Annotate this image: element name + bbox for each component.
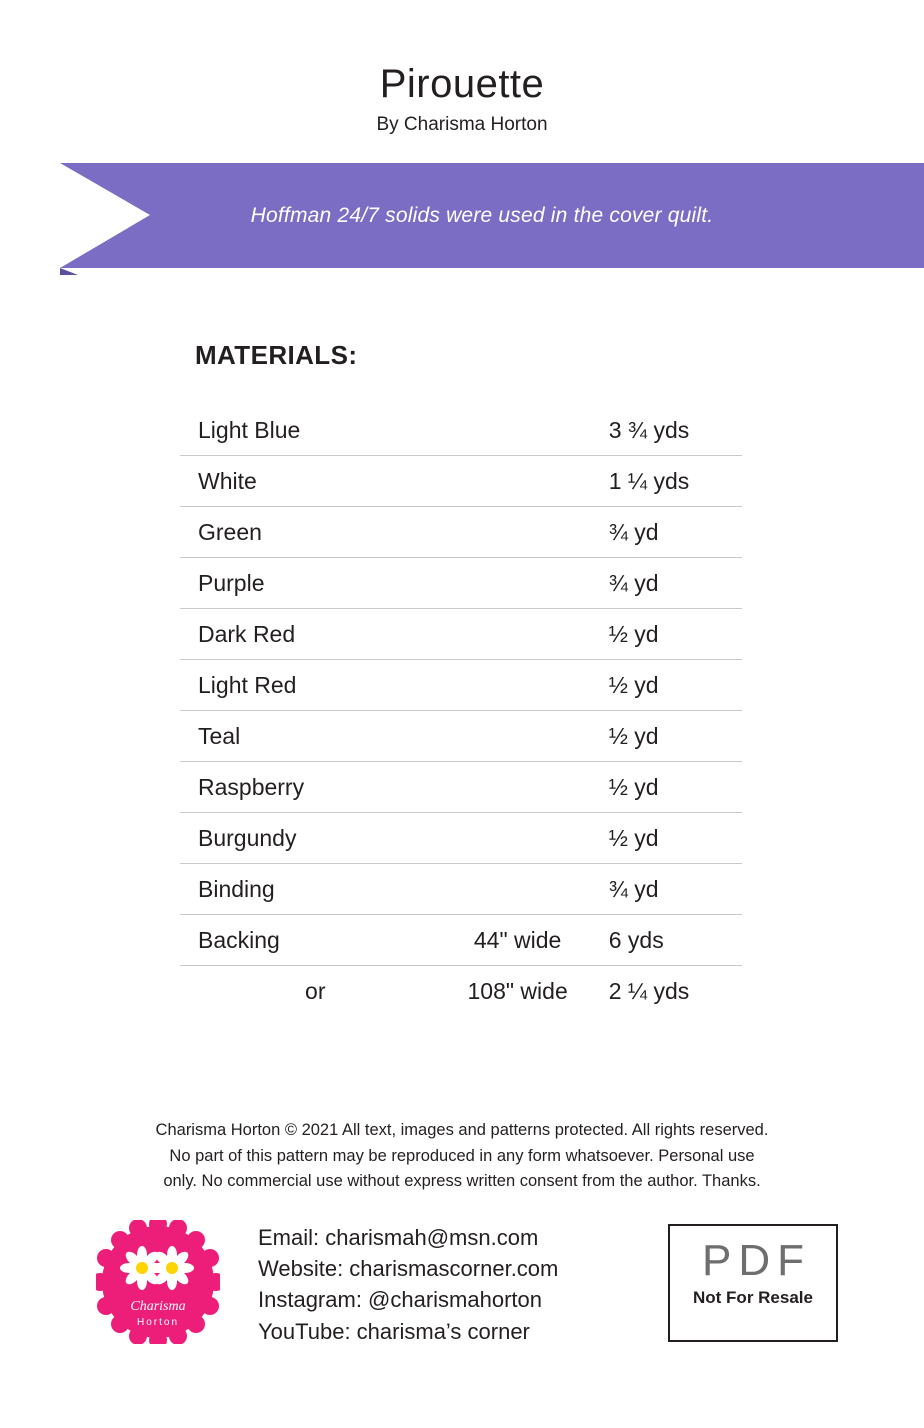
material-name: Light Blue <box>180 405 433 456</box>
material-name: Green <box>180 507 433 558</box>
material-name: Binding <box>180 864 433 915</box>
material-amount: ¾ yd <box>603 507 742 558</box>
ribbon-banner <box>0 163 924 275</box>
material-amount: ½ yd <box>603 660 742 711</box>
pdf-badge <box>668 1224 838 1342</box>
title-block <box>0 0 924 136</box>
material-width <box>433 609 603 660</box>
material-amount: ¾ yd <box>603 864 742 915</box>
alternate-amount: 2 ¼ yds <box>608 978 690 1004</box>
contact-youtube[interactable]: YouTube: charisma’s corner <box>258 1318 530 1344</box>
pdf-badge-subtitle: Not For Resale <box>693 1288 813 1307</box>
table-row <box>180 762 742 813</box>
table-row <box>180 864 742 915</box>
material-name: Raspberry <box>180 762 433 813</box>
material-width <box>433 813 603 864</box>
table-row <box>180 456 742 507</box>
contact-instagram[interactable]: Instagram: @charismahorton <box>258 1287 543 1313</box>
material-width <box>433 864 603 915</box>
table-row <box>180 813 742 864</box>
materials-heading: MATERIALS: <box>195 340 358 370</box>
material-amount: ½ yd <box>603 609 742 660</box>
contact-email[interactable]: Email: charismah@msn.com <box>258 1225 539 1250</box>
material-name: Backing <box>180 915 433 966</box>
material-width <box>433 711 603 762</box>
material-name: Teal <box>180 711 433 762</box>
alternate-width: 108" wide <box>467 978 568 1004</box>
material-name: Purple <box>180 558 433 609</box>
contact-website[interactable]: Website: charismascorner.com <box>258 1256 559 1282</box>
table-row-alternate <box>180 966 742 1017</box>
material-width <box>433 558 603 609</box>
material-amount: ½ yd <box>603 711 742 762</box>
table-row <box>180 711 742 762</box>
material-width: 44" wide <box>433 915 603 966</box>
material-amount: ½ yd <box>603 762 742 813</box>
pdf-badge-letters: PDF <box>702 1236 811 1285</box>
table-row <box>180 507 742 558</box>
material-name: Burgundy <box>180 813 433 864</box>
material-amount: 3 ¾ yds <box>603 405 742 456</box>
daisy-flowers-icon <box>120 1246 194 1290</box>
table-row <box>180 660 742 711</box>
table-row <box>180 915 742 966</box>
materials-table <box>180 405 742 1016</box>
contact-block <box>258 1222 558 1347</box>
table-row <box>180 405 742 456</box>
page-title: Pirouette <box>379 62 545 106</box>
materials-table-body <box>180 405 742 1016</box>
material-name: Light Red <box>180 660 433 711</box>
table-row <box>180 609 742 660</box>
banner-text-wrap <box>0 163 924 268</box>
logo-surname: Horton <box>136 1317 180 1328</box>
material-amount: 1 ¼ yds <box>603 456 742 507</box>
material-width <box>433 507 603 558</box>
material-amount: ½ yd <box>603 813 742 864</box>
legal-line-3: only. No commercial use without express written consent from the author. Thanks. <box>163 1172 761 1191</box>
material-width <box>433 456 603 507</box>
legal-notice <box>0 1118 924 1195</box>
material-name: White <box>180 456 433 507</box>
page-subtitle: By Charisma Horton <box>376 114 548 135</box>
banner-text: Hoffman 24/7 solids were used in the cover quilt. <box>250 203 714 227</box>
alternate-or-label: or <box>305 978 326 1004</box>
material-width <box>433 762 603 813</box>
charisma-horton-logo <box>96 1220 220 1344</box>
material-width <box>433 405 603 456</box>
logo-name: Charisma <box>130 1299 186 1314</box>
table-row <box>180 558 742 609</box>
legal-line-2: No part of this pattern may be reproduced in any form whatsoever. Personal use <box>169 1146 755 1165</box>
material-name: Dark Red <box>180 609 433 660</box>
legal-line-1: Charisma Horton © 2021 All text, images and patterns protected. All rights reserved. <box>155 1121 769 1139</box>
material-amount: ¾ yd <box>603 558 742 609</box>
material-width <box>433 660 603 711</box>
footer-row <box>0 1212 924 1372</box>
material-amount: 6 yds <box>603 915 742 966</box>
